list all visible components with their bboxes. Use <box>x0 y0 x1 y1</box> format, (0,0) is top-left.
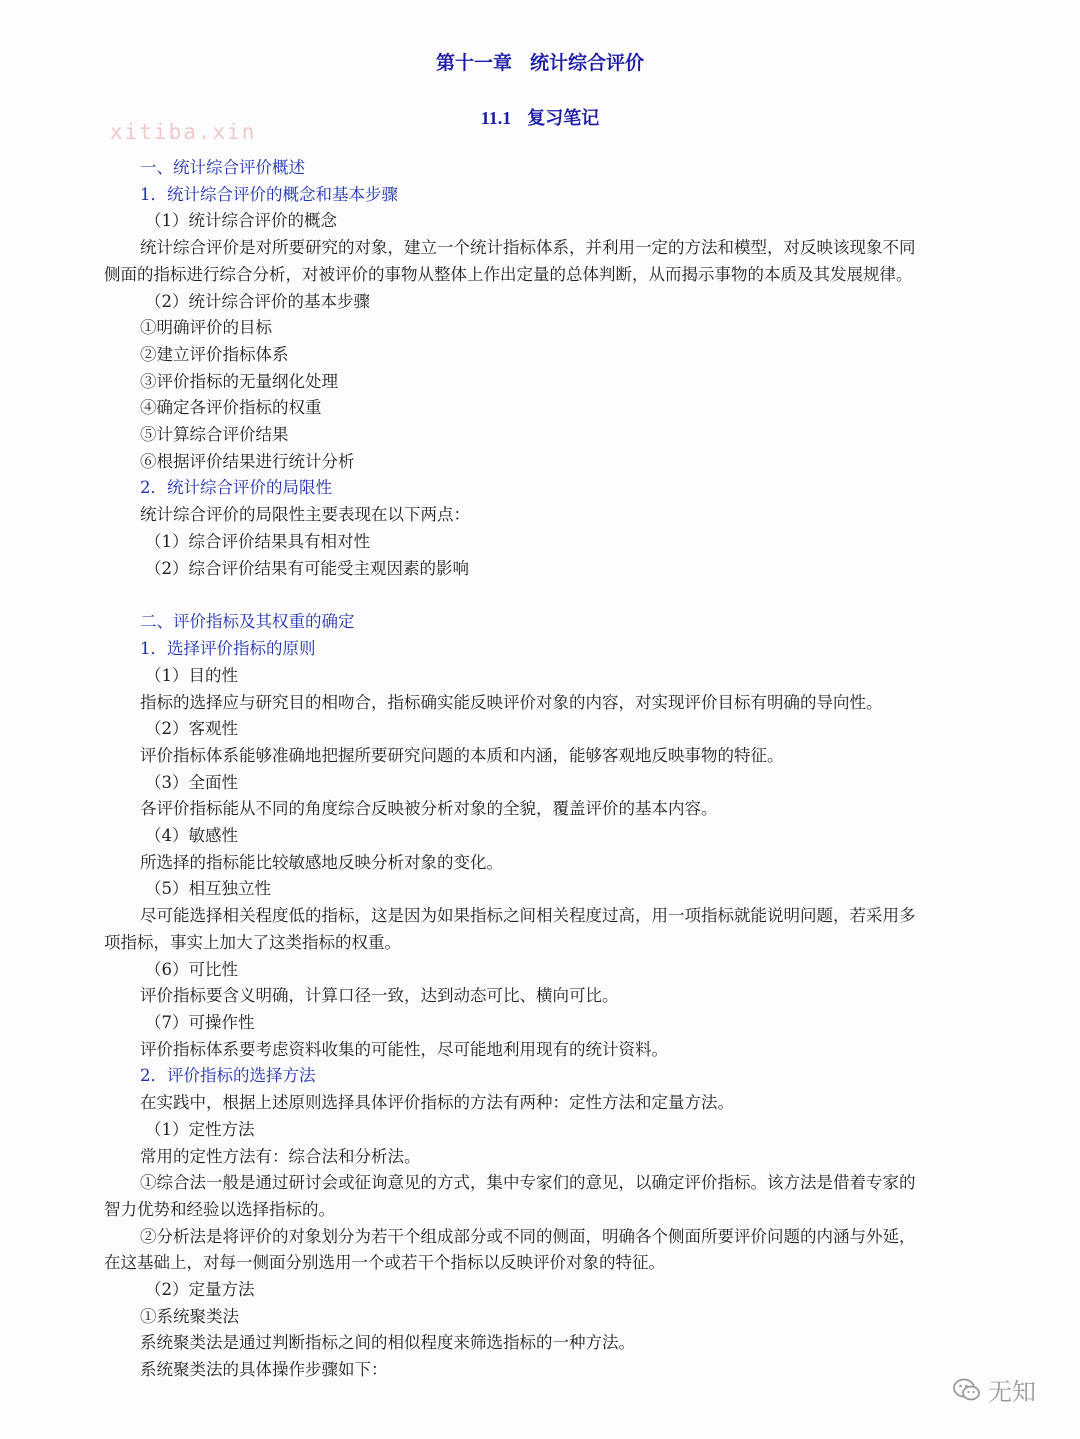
text-line: （2）客观性 <box>145 719 238 738</box>
text-line: 统计综合评价的局限性主要表现在以下两点： <box>140 505 470 524</box>
text-line: ①综合法一般是通过研讨会或征询意见的方式，集中专家们的意见，以确定评价指标。该方法是借着专家的 <box>140 1173 916 1192</box>
section-heading: 2．评价指标的选择方法 <box>140 1066 316 1085</box>
watermark: xitiba.xin <box>110 120 257 144</box>
text-line: ③评价指标的无量纲化处理 <box>140 372 338 391</box>
chapter-name: 统计综合评价 <box>530 52 645 74</box>
text-line: 智力优势和经验以选择指标的。 <box>104 1200 335 1219</box>
section-heading: 二、评价指标及其权重的确定 <box>140 612 355 631</box>
text-line: 尽可能选择相关程度低的指标，这是因为如果指标之间相关程度过高，用一项指标就能说明问题，若采用多 <box>140 906 916 925</box>
text-line: ②建立评价指标体系 <box>140 345 289 364</box>
text-line: ②分析法是将评价的对象划分为若干个组成部分或不同的侧面，明确各个侧面所要评价问题的内涵与外延， <box>140 1227 916 1246</box>
section-heading: 2．统计综合评价的局限性 <box>140 478 332 497</box>
text-line: （2）统计综合评价的基本步骤 <box>145 292 370 311</box>
text-line: 常用的定性方法有：综合法和分析法。 <box>140 1147 421 1166</box>
text-line: 评价指标体系能够准确地把握所要研究问题的本质和内涵，能够客观地反映事物的特征。 <box>140 746 784 765</box>
text-line: 所选择的指标能比较敏感地反映分析对象的变化。 <box>140 853 503 872</box>
text-line: 指标的选择应与研究目的相吻合，指标确实能反映评价对象的内容，对实现评价目标有明确的导向性。 <box>140 693 883 712</box>
text-line: 评价指标体系要考虑资料收集的可能性，尽可能地利用现有的统计资料。 <box>140 1040 668 1059</box>
text-line: （2）综合评价结果有可能受主观因素的影响 <box>145 559 469 578</box>
text-line: 系统聚类法是通过判断指标之间的相似程度来筛选指标的一种方法。 <box>140 1333 635 1352</box>
text-line: ⑥根据评价结果进行统计分析 <box>140 452 355 471</box>
text-line: 统计综合评价是对所要研究的对象，建立一个统计指标体系，并利用一定的方法和模型，对反映该现象不同 <box>140 238 916 257</box>
wechat-icon <box>952 1377 982 1403</box>
text-line: 系统聚类法的具体操作步骤如下： <box>140 1360 388 1379</box>
footer-logo-text: 无知 <box>988 1378 1036 1406</box>
section-heading: 1．选择评价指标的原则 <box>140 639 316 658</box>
section-name: 复习笔记 <box>527 108 600 129</box>
text-line: （1）综合评价结果具有相对性 <box>145 532 370 551</box>
text-line: （1）定性方法 <box>145 1120 255 1139</box>
text-line: 在这基础上，对每一侧面分别选用一个或若干个指标以反映评价对象的特征。 <box>104 1253 665 1272</box>
section-heading: 一、统计综合评价概述 <box>140 158 305 177</box>
text-line: （3）全面性 <box>145 773 238 792</box>
text-line: 侧面的指标进行综合分析，对被评价的事物从整体上作出定量的总体判断，从而揭示事物的本质及其发展规律。 <box>104 265 913 284</box>
text-line: ①系统聚类法 <box>140 1307 239 1326</box>
text-line: 在实践中，根据上述原则选择具体评价指标的方法有两种：定性方法和定量方法。 <box>140 1093 734 1112</box>
text-line: （7）可操作性 <box>145 1013 255 1032</box>
text-line: 评价指标要含义明确，计算口径一致，达到动态可比、横向可比。 <box>140 986 619 1005</box>
text-line: 各评价指标能从不同的角度综合反映被分析对象的全貌，覆盖评价的基本内容。 <box>140 799 718 818</box>
section-number: 11.1 <box>480 108 512 128</box>
footer-logo <box>952 1372 1036 1407</box>
section-heading: 1．统计综合评价的概念和基本步骤 <box>140 185 398 204</box>
chapter-number: 第十一章 <box>435 52 512 74</box>
text-line: ⑤计算综合评价结果 <box>140 425 289 444</box>
text-line: （4）敏感性 <box>145 826 238 845</box>
text-line: （6）可比性 <box>145 960 238 979</box>
text-line: （5）相互独立性 <box>145 879 271 898</box>
text-line: ④确定各评价指标的权重 <box>140 398 322 417</box>
text-line: （1）统计综合评价的概念 <box>145 211 337 230</box>
text-line: 项指标，事实上加大了这类指标的权重。 <box>104 933 401 952</box>
text-line: （2）定量方法 <box>145 1280 255 1299</box>
text-line: ①明确评价的目标 <box>140 318 272 337</box>
text-line: （1）目的性 <box>145 666 238 685</box>
chapter-title <box>0 48 1080 75</box>
